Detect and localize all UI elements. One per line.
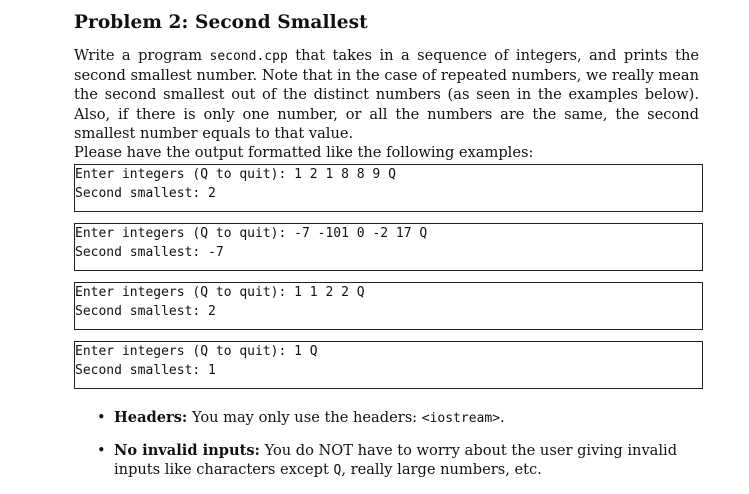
- requirement-code: <iostream>: [421, 411, 501, 426]
- description-code-file: second.cpp: [209, 49, 288, 64]
- requirement-item-headers: [96, 408, 706, 428]
- requirement-item-invalid-inputs: [96, 441, 706, 480]
- problem-page: [74, 10, 704, 389]
- example-input-line: Enter integers (Q to quit): 1 2 1 8 8 9 Q: [75, 167, 396, 183]
- requirement-text-after: .: [500, 409, 505, 426]
- bullet-icon: •: [97, 409, 106, 426]
- example-box-1: [74, 164, 703, 212]
- example-output-line: Second smallest: 1: [75, 363, 216, 379]
- requirements-list: [96, 408, 706, 494]
- example-input-line: Enter integers (Q to quit): 1 Q: [75, 344, 318, 360]
- example-box-3: [74, 282, 703, 330]
- example-box-2: [74, 223, 703, 271]
- requirement-code: Q: [333, 463, 342, 479]
- format-note: Please have the output formatted like the following examples:: [74, 144, 534, 162]
- example-output-line: Second smallest: -7: [75, 245, 224, 261]
- description-part1: Write a program: [74, 47, 210, 64]
- description-part2: that takes in a sequence of integers, and prints the second smallest number. Note that in the case of repeated numbers, we really mean the second smallest out of the distinct numbers (as seen in the examples below). Also, if there is only one number, or all the numbers are the same, the second smallest number equals to that value.: [74, 47, 699, 142]
- example-output-line: Second smallest: 2: [75, 186, 216, 202]
- requirement-heading: No invalid inputs:: [114, 442, 260, 460]
- problem-title: Problem 2: Second Smallest: [74, 12, 368, 33]
- bullet-icon: •: [97, 442, 106, 460]
- requirement-heading: Headers:: [114, 409, 188, 426]
- problem-description: [74, 46, 699, 143]
- example-box-4: [74, 341, 703, 389]
- requirement-text-before: You may only use the headers:: [187, 409, 422, 426]
- example-input-line: Enter integers (Q to quit): -7 -101 0 -2 17 Q: [75, 226, 428, 242]
- example-input-line: Enter integers (Q to quit): 1 1 2 2 Q: [75, 285, 365, 301]
- example-output-line: Second smallest: 2: [75, 304, 216, 320]
- requirement-text-after: , really large numbers, etc.: [341, 461, 542, 479]
- requirement-text-before: You do NOT have to worry about the user giving invalid inputs like characters except: [114, 442, 678, 479]
